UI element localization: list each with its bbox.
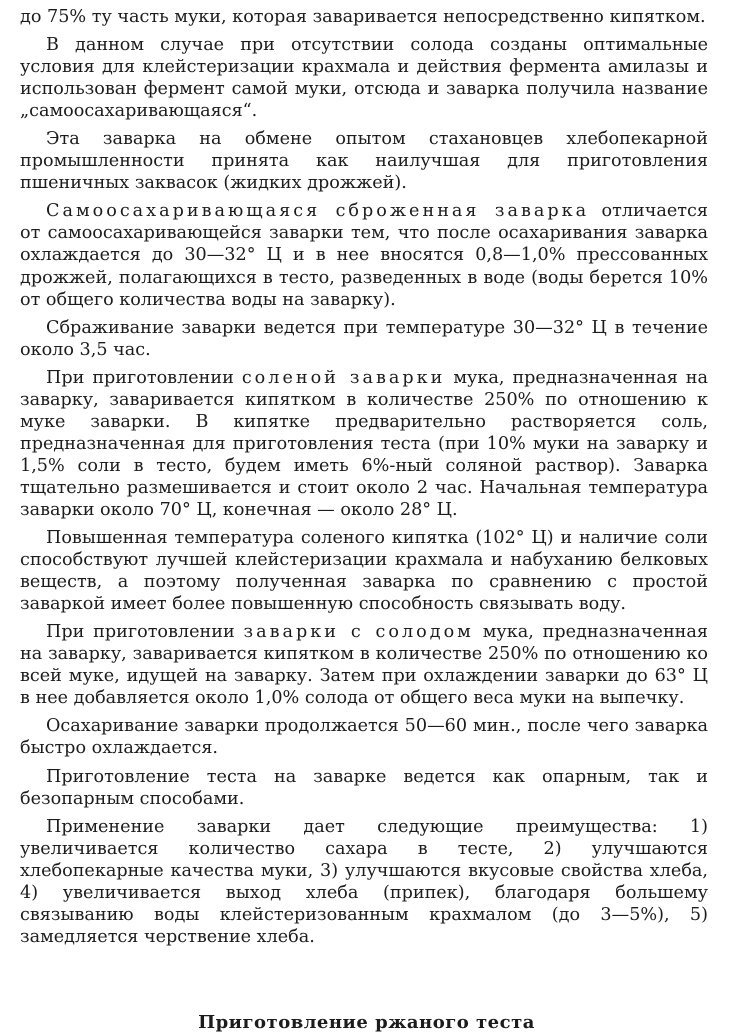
document-body (20, 6, 708, 954)
paragraph-6-lead: При приготовлении (46, 367, 242, 388)
paragraph-11 (20, 816, 708, 948)
paragraph-7-text: Повышенная температура соленого кипятка (102° Ц) и наличие соли способствуют лучшей клейстеризации крахмала и набуханию белковых веществ, а поэтому полученная заварка по сравнению с простой заваркой имеет более повышенную способность связывать воду. (20, 528, 708, 615)
next-section-heading: Приготовление ржаного теста (198, 1012, 535, 1033)
paragraph-9 (20, 715, 708, 759)
paragraph-9-text: Осахаривание заварки продолжается 50—60 мин., после чего заварка быстро охлаждается. (20, 716, 708, 759)
paragraph-6-term: соленой заварки (241, 367, 446, 388)
paragraph-10-text: Приготовление теста на заварке ведется как опарным, так и безопарным способами. (20, 766, 708, 809)
paragraph-7 (20, 527, 708, 615)
paragraph-1 (20, 6, 708, 28)
paragraph-4-text: отличается от самоосахаривающейся заварки тем, что после осахаривания заварка охлаждается до 30—32° Ц и в нее вносятся 0,8—1,0% прессованных дрожжей, полагающихся в тесто, разведенных в воде (воды берется 10% от общего количества воды на заварку). (20, 201, 708, 310)
paragraph-4-term: Самоосахаривающаяся сброженная заварка (46, 201, 590, 222)
paragraph-5-text: Сбраживание заварки ведется при температуре 30—32° Ц в течение около 3,5 час. (20, 317, 708, 360)
paragraph-3-text: Эта заварка на обмене опытом стахановцев хлебопекарной промышленности принята как наилучшая для приготовления пшеничных заквасок (жидких дрожжей). (20, 129, 708, 194)
paragraph-6 (20, 367, 708, 521)
paragraph-3 (20, 128, 708, 194)
paragraph-5 (20, 317, 708, 361)
paragraph-11-text: Применение заварки дает следующие преимущества: 1) увеличивается количество сахара в тесте, 2) улучшаются хлебопекарные качества муки, 3) улучшаются вкусовые свойства хлеба, 4) увеличивается выход хлеба (припек), благодаря большему связыванию воды клейстеризованным крахмалом (до 3—5%), 5) замедляется черствение хлеба. (20, 816, 708, 947)
paragraph-4 (20, 200, 708, 310)
paragraph-8-lead: При приготовлении (46, 622, 244, 643)
paragraph-8-text: мука, предназначенная на заварку, заваривается кипятком в количестве 250% по отношению ко всей муке, идущей на заварку. Затем при охлаждении заварки до 63° Ц в нее добавляется около 1,0% солода от общего веса муки на выпечку. (20, 622, 708, 709)
paragraph-2-text: В данном случае при отсутствии солода созданы оптимальные условия для клейстеризации крахмала и действия фермента амилазы и использован фермент самой муки, отсюда и заварка получила название „самоосахаривающаяся“. (20, 35, 708, 122)
paragraph-10 (20, 766, 708, 810)
paragraph-8 (20, 621, 708, 709)
paragraph-2 (20, 34, 708, 122)
paragraph-8-term: заварки с солодом (243, 622, 474, 643)
paragraph-6-text: мука, предназначенная на заварку, заваривается кипятком в количестве 250% по отношению к муке заварки. В кипятке предварительно растворяется соль, предназначенная для приготовления теста (при 10% муки на заварку и 1,5% соли в тесто, будем иметь 6%-ный соляной раствор). Заварка тщательно размешивается и стоит около 2 час. Начальная температура заварки около 70° Ц, конечная — около 28° Ц. (20, 367, 708, 520)
paragraph-1-text: до 75% ту часть муки, которая заваривается непосредственно кипятком. (20, 7, 706, 27)
